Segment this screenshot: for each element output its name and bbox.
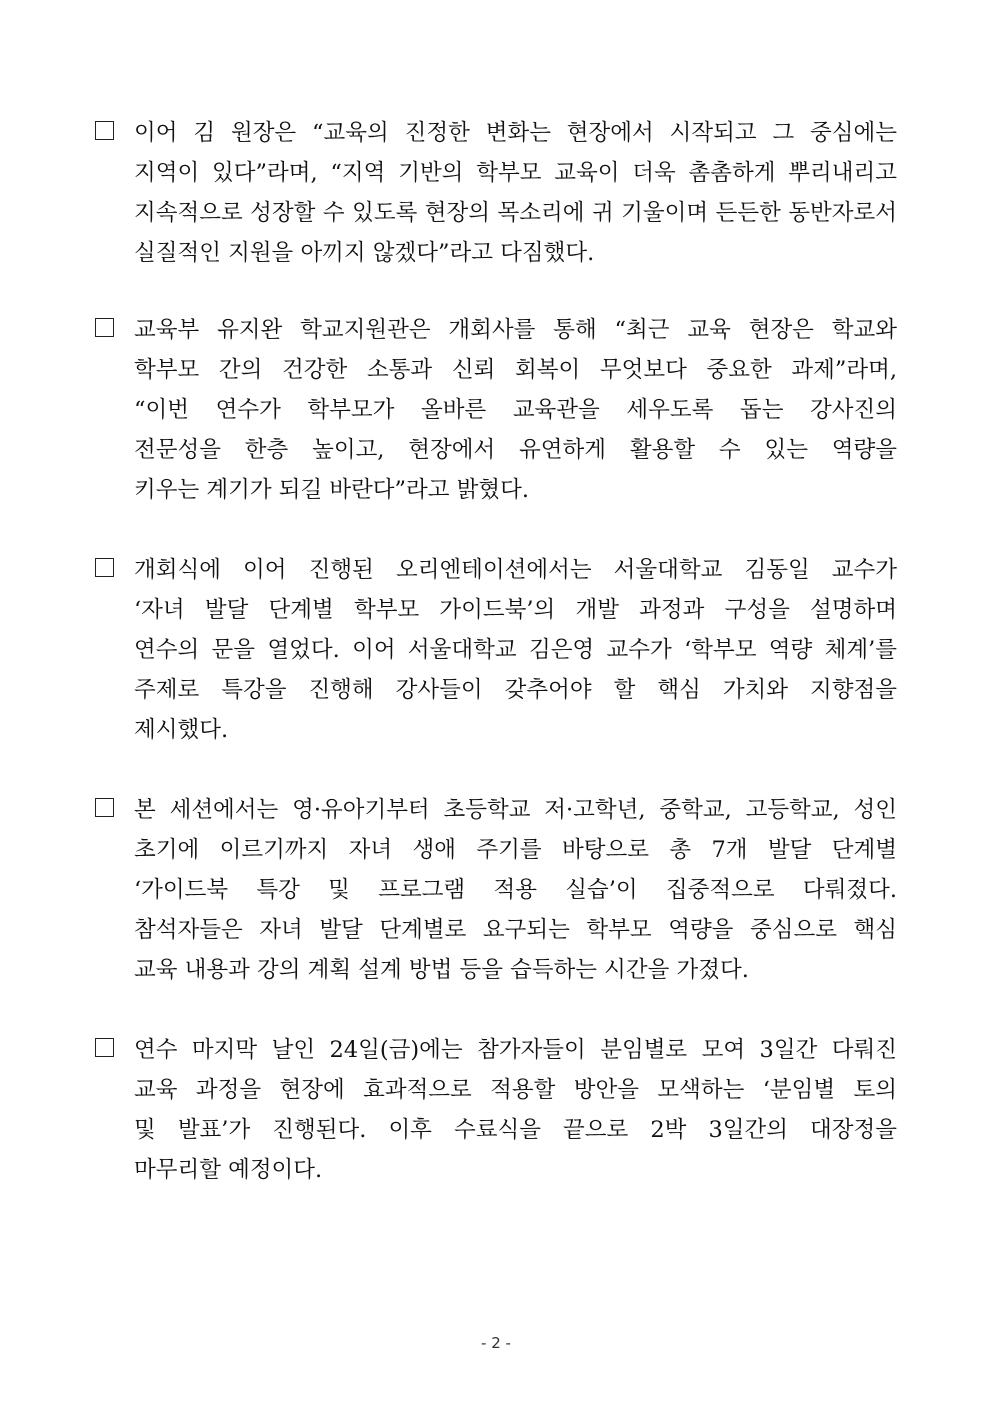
paragraph-line: 교육부 유지완 학교지원관은 개회사를 통해 “최근 교육 현장은 학교와 (134, 317, 897, 343)
paragraph-line: 주제로 특강을 진행해 강사들이 갖추어야 할 핵심 가치와 지향점을 (134, 677, 897, 703)
paragraph-line: 키우는 계기가 되길 바란다”라고 밝혔다. (134, 477, 530, 503)
checkbox-bullet-icon (95, 318, 114, 337)
paragraph-5 (95, 1030, 897, 1190)
paragraph-line: 지역이 있다”라며, “지역 기반의 학부모 교육이 더욱 촘촘하게 뿌리내리고 (134, 160, 897, 186)
paragraph-line: 교육 내용과 강의 계획 설계 방법 등을 습득하는 시간을 가졌다. (134, 957, 749, 983)
checkbox-bullet-icon (95, 798, 114, 817)
paragraph-line: 연수의 문을 열었다. 이어 서울대학교 김은영 교수가 ‘학부모 역량 체계’를 (134, 637, 897, 663)
paragraph-line: 초기에 이르기까지 자녀 생애 주기를 바탕으로 총 7개 발달 단계별 (134, 837, 897, 863)
paragraph-line: “이번 연수가 학부모가 올바른 교육관을 세우도록 돕는 강사진의 (134, 397, 897, 423)
paragraph-line: 지속적으로 성장할 수 있도록 현장의 목소리에 귀 기울이며 든든한 동반자로서 (134, 200, 897, 226)
paragraph-line: 및 발표’가 진행된다. 이후 수료식을 끝으로 2박 3일간의 대장정을 (134, 1117, 897, 1143)
paragraph-1 (95, 113, 897, 273)
paragraph-line: 전문성을 한층 높이고, 현장에서 유연하게 활용할 수 있는 역량을 (134, 437, 897, 463)
paragraph-line: ‘자녀 발달 단계별 학부모 가이드북’의 개발 과정과 구성을 설명하며 (134, 597, 897, 623)
checkbox-bullet-icon (95, 121, 114, 140)
paragraph-line: 이어 김 원장은 “교육의 진정한 변화는 현장에서 시작되고 그 중심에는 (134, 120, 897, 146)
paragraph-2 (95, 310, 897, 510)
paragraph-line: 교육 과정을 현장에 효과적으로 적용할 방안을 모색하는 ‘분임별 토의 (134, 1077, 897, 1103)
checkbox-bullet-icon (95, 558, 114, 577)
paragraph-line: 본 세션에서는 영·유아기부터 초등학교 저·고학년, 중학교, 고등학교, 성인 (134, 797, 897, 823)
paragraph-line: ‘가이드북 특강 및 프로그램 적용 실습’이 집중적으로 다뤄졌다. (134, 877, 897, 903)
paragraph-line: 제시했다. (134, 717, 229, 743)
paragraph-line: 학부모 간의 건강한 소통과 신뢰 회복이 무엇보다 중요한 과제”라며, (134, 357, 897, 383)
paragraph-3 (95, 550, 897, 750)
paragraph-line: 실질적인 지원을 아끼지 않겠다”라고 다짐했다. (134, 240, 595, 266)
paragraph-line: 마무리할 예정이다. (134, 1157, 323, 1183)
paragraph-line: 연수 마지막 날인 24일(금)에는 참가자들이 분임별로 모여 3일간 다뤄진 (134, 1037, 897, 1063)
paragraph-line: 참석자들은 자녀 발달 단계별로 요구되는 학부모 역량을 중심으로 핵심 (134, 917, 897, 943)
checkbox-bullet-icon (95, 1038, 114, 1057)
paragraph-4 (95, 790, 897, 990)
page-number: - 2 - (481, 1334, 511, 1352)
paragraph-line: 개회식에 이어 진행된 오리엔테이션에서는 서울대학교 김동일 교수가 (134, 557, 897, 583)
